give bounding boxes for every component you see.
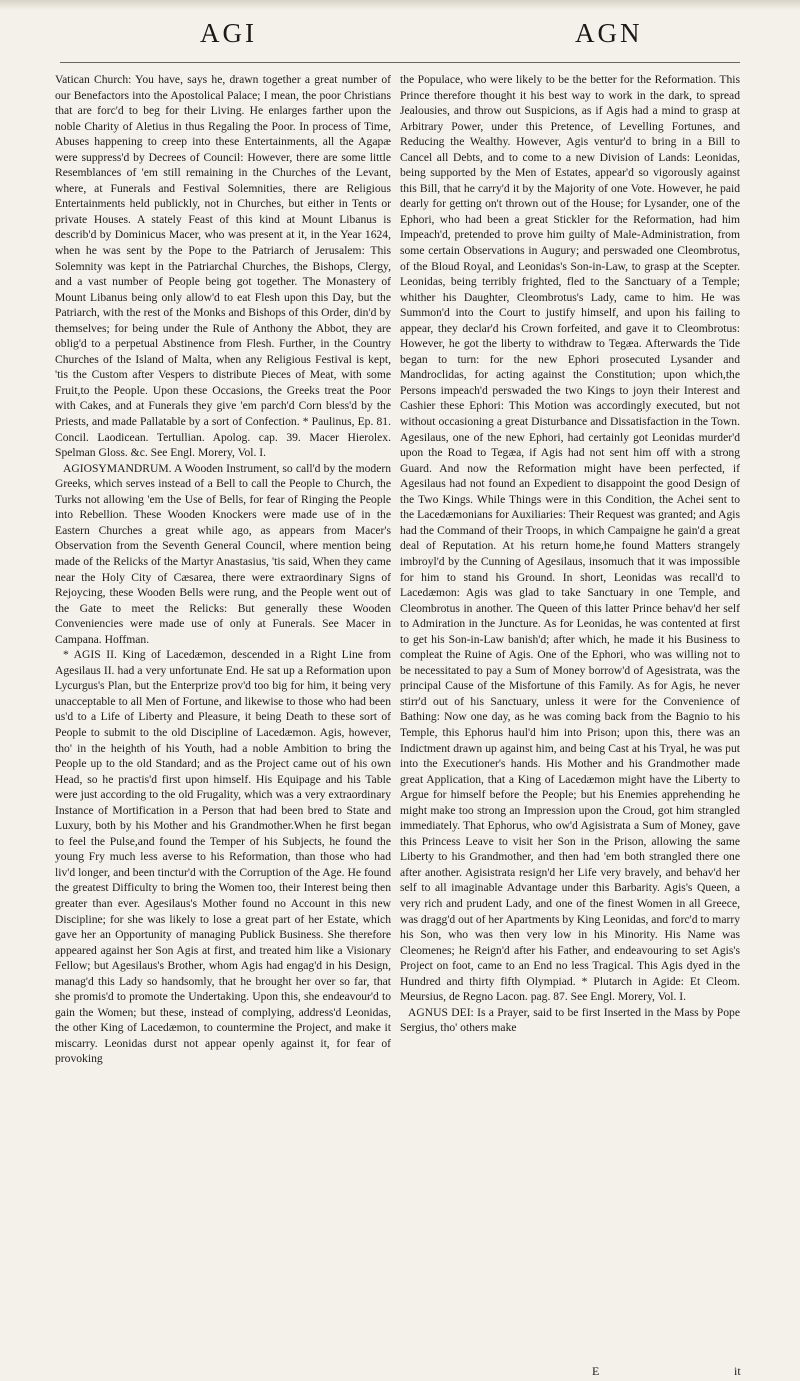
scan-edge [0, 0, 800, 10]
entry-agnus-dei: AGNUS DEI: Is a Prayer, said to be first Inserted in the Mass by Pope Sergius, tho' others make [400, 1005, 740, 1035]
entry-agis-ii: * AGIS II. King of Lacedæmon, descended in a Right Line from Agesilaus II. had a very unfortunate End. He sat up a Reformation upon Lycurgus's Plan, but the Enterprize prov'd too big for him, it being very unacceptable to all Men of Fortune, and likewise to those who had been us'd to a Life of Liberty and Pleasure, it being Death to these sort of People to submit to the old Discipline of Lacedæmon. Agis, however, tho' in the heighth of his Youth, had a noble Ambition to bring the People up to the old Standard; and as the Project came out of his own Head, so he practis'd first upon himself. His Equipage and his Table were just according to the old Frugality, which was a very extraordinary Instance of Mortification in a Person that had been bred to State and Luxury, both by his Mother and his Grandmother.When he first began to feel the Pulse,and found the Temper of his Subjects, he found the young Fry much less averse to his Reformation, than those who had liv'd longer, and been tinctur'd with the Corruption of the Age. He found the greatest Difficulty to bring the Women too, their Interest being then greater than ever. Agesilaus's Mother found no Account in this new Discipline; for she was likely to lose a great part of her Estate, which gave her an Opportunity of managing Publick Business. She therefore appeared against her Son Agis at first, and treated him like a Visionary Fellow; but Agesilaus's Brother, whom Agis had engag'd in his Design, manag'd this Lady so handsomly, that he brought her over so far, that she promis'd to promote the Undertaking. Upon this, she endeavour'd to gain the Women; but these, instead of complying, address'd Leonidas, the other King of Lacedæmon, to countermine the Project, and make it miscarry. Leonidas durst not appear openly against it, for fear of provoking [55, 648, 391, 1066]
entry-agis-ii-continued: the Populace, who were likely to be the better for the Reformation. This Prince therefore thought it his best way to work in the dark, to spread Jealousies, and throw out Suspicions, as if Agis had a mind to grasp at Arbitrary Power, under this Pretence, of Levelling Fortunes, and Reducing the Wealthy. However, Agis ventur'd to bring in a Bill to Cancel all Debts, and to come to a new Division of Lands: Leonidas, being supported by the Men of Estates, appear'd so vigorously against this Bill, that he carry'd it by the Majority of one Vote. However, he paid dearly for getting on't thrown out of the House; for Lysander, one of the Ephori, who had been a great Stickler for the Reformation, had him Impeach'd, pretended to prove him guilty of Male-Administration, from some certain Observations in Augury; and perswaded one Cleombrotus, of the Bloud Royal, and Leonidas's Son-in-Law, to grasp at the Scepter. Leonidas, being terribly frighted, fled to the Sanctuary of a Temple; whither his Daughter, Cleombrotus's Lady, came to him. He was Summon'd into the Court to justify himself, and upon his failing to appear, they declar'd his Crown forfeited, and gave it to Cleombrotus: However, he got the liberty to withdraw to Tegæa. Afterwards the Tide began to turn: for the new Ephori prosecuted Lysander and Mandroclidas, for acting against the Constitution; upon which,the Persons impeach'd perswaded the two Kings to joyn their Interest and Cashier these Ephori: This Motion was accordingly executed, but not without occasioning a great Disturbance and Dissatisfaction in the Town. Agesilaus, one of the new Ephori, had certainly got Leonidas murder'd upon the Road to Tegæa, if Agis had not sent him off with a strong Guard. And now the Reformation might have been perfected, if Agesilaus had not found an Expedient to disappoint the good Design of the Two Kings. While Things were in this Condition, the Achei sent to the Lacedæmonians for Auxiliaries: Their Request was granted; and Agis had the Command of their Troops, in which Campaigne he gain'd a great deal of Reputation. At his return home,he found Matters strangely imbroyl'd by the Cunning of Agesilaus, insomuch that it was impossible for him to stand his Ground. In short, Leonidas was recall'd to Lacedæmon: Agis was glad to take Sanctuary in one Temple, and Cleombrotus in another. The Queen of this latter Prince behav'd her self to Admiration in the Juncture. As for Leonidas, he was contented at first to get his Son-in-Law banish'd; after which, he made it his Business to compleat the Ruine of Agis. One of the Ephori, who was willing not to be necessitated to pay a Sum of Money borrow'd of Agesistrata, was the principal Cause of the Misfortune of this Family. As for Agis, he never stirr'd out of his Sanctuary, unless it were for the Convenience of Bathing: Now one day, as he was coming back from the Bagnio to his Temple, this Ephorus haul'd him into Prison; upon this, there was an Indictment drawn up against him, and being Cast at his Tryal, he was put into the Executioner's hands. His Mother and his Grandmother made great Application, that a King of Lacedæmon might have the Liberty to Argue for himself before the People; but his Enemies apprehending he might make too strong an Impression upon the Croud, got him strangled immediately. That Ephorus, who ow'd Agisistrata a Sum of Money, gave this Princess Leave to visit her Son in the Prison, allowing the same Liberty to his Grandmother, and then had 'em both strangled there one after another. Agisistrata resign'd her Life very bravely, and behav'd her self to all imaginable Advantage under this Barbarity. Agis's Queen, a very rich and prudent Lady, and one of the finest Women in all Greece, was dragg'd out of her Apartments by King Leonidas, and forc'd to marry his Son, who was then very low in his Minority. His Name was Cleomenes; he Reign'd after his Father, and endeavouring to set Agis's Project on foot, came to an End no less Tragical. This Agis dyed in the Hundred and thirty fifth Olympiad. * Plutarch in Agide: Et Cleom. Meursius, de Regno Lacon. pag. 87. See Engl. Morery, Vol. I. [400, 73, 740, 1004]
signature-mark: E [592, 1364, 600, 1378]
catchword: it [734, 1364, 741, 1378]
page-header [0, 18, 800, 58]
right-column [400, 72, 740, 1036]
entry-agapae-continued: Vatican Church: You have, says he, drawn together a great number of our Benefactors into the Apostolical Palace; I mean, the poor Christians that are forc'd to beg for their Living. He enlarges farther upon the noble Charity of Aletius in thus Regaling the Poor. In process of Time, Abuses happening to creep into these Entertainments, all the Agapæ were suppress'd by Decrees of Council: However, there are some little Resemblances of 'em still remaining in the Churches of the Levant, where, at Funerals and Festival Solemnities, there are Religious Entertainments held publickly, not in Churches, but either in Tents or private Houses. A stately Feast of this kind at Mount Libanus is describ'd by Dominicus Macer, who was present at it, in the Year 1624, when he was sent by the Pope to the Patriarch of Jerusalem: This Solemnity was kept in the Patriarchal Churches, the Bishops, Clergy, and a vast number of People being got together. The Monastery of Mount Libanus being only allow'd to eat Flesh upon this Day, but the Patriarch, with the rest of the Monks and Bishops of this Order, din'd by themselves; for being under the Rule of Anthony the Abbot, they are oblig'd to a perpetual Abstinence from Flesh. Further, in the Country Churches of the Island of Malta, when any Religious Festival is kept, 'tis the Custom after Vespers to distribute Pieces of Meat, with some Fruit,to the People. Upon these Occasions, the Greeks treat the Poor with Cakes, and at Funerals they give 'em parch'd Corn bless'd by the Priests, and made Pallatable by a sort of Confection. * Paulinus, Ep. 81. Concil. Laodicean. Tertullian. Apolog. cap. 39. Macer Hierolex. Spelman Gloss. &c. See Engl. Morery, Vol. I. [55, 73, 391, 460]
running-head-right: AGN [575, 18, 643, 48]
header-rule [60, 62, 740, 63]
running-head-left: AGI [200, 18, 257, 48]
entry-agiosymandrum: AGIOSYMANDRUM. A Wooden Instrument, so call'd by the modern Greeks, which serves instead of a Bell to call the People to Church, the Turks not allowing 'em the Use of Bells, for fear of Ringing the People into Rebellion. These Wooden Knockers were made use of in the Eastern Churches a great while ago, as appears from Macer's Observation from the Seventh General Council, where mention being made of the Relicks of the Martyr Anastasius, 'tis said, When they came near the Holy City of Cæsarea, there were extraordinary Signs of Rejoycing, these Wooden Bells were rung, and the People went out of the Gate to meet the Relicks: But generally these Wooden Conveniencies were made use of only at Funerals. See Macer in Campana. Hoffman. [55, 461, 391, 646]
left-column [55, 72, 391, 1067]
